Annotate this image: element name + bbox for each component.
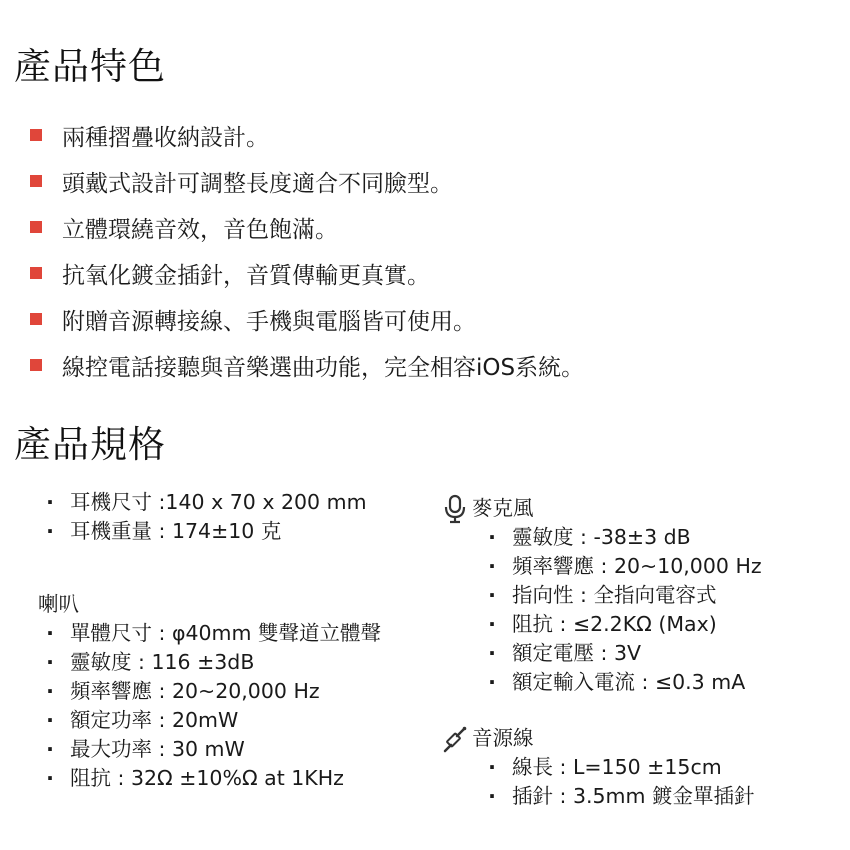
feature-text: 頭戴式設計可調整長度適合不同臉型。 [62,170,453,197]
spec-row [480,753,755,782]
audio-cable-items [442,753,755,811]
feature-text: 附贈音源轉接線、手機與電腦皆可使用。 [62,308,476,335]
speaker-heading: 喇叭 [38,592,79,616]
feature-text: 線控電話接聽與音樂選曲功能，完全相容iOS系統。 [62,354,585,381]
spec-text: 靈敏度 : -38±3 dB [512,525,691,549]
dot-bullet: · [46,519,54,543]
spec-row [38,706,381,735]
feature-text: 兩種摺疊收納設計。 [62,124,269,151]
spec-text: 指向性 : 全指向電容式 [512,583,717,607]
microphone-heading: 麥克風 [472,496,534,520]
dot-bullet: · [488,670,496,694]
dot-bullet: · [46,679,54,703]
dot-bullet: · [488,583,496,607]
feature-item [30,342,584,388]
features-list [30,112,584,388]
square-bullet-icon [30,129,42,141]
dot-bullet: · [46,621,54,645]
spec-text: 額定電壓 : 3V [512,641,642,665]
spec-row [38,677,381,706]
feature-item [30,158,584,204]
audio-jack-icon [442,724,468,754]
features-title: 產品特色 [14,45,166,88]
spec-row [38,517,381,546]
spec-text: 頻率響應 : 20~20,000 Hz [70,679,320,703]
spec-row [38,648,381,677]
microphone-specs [442,494,762,697]
square-bullet-icon [30,313,42,325]
spec-row [38,735,381,764]
spec-text: 單體尺寸 : φ40mm 雙聲道立體聲 [70,621,382,645]
spec-text: 頻率響應 : 20~10,000 Hz [512,554,762,578]
spec-text: 阻抗 : 32Ω ±10%Ω at 1KHz [70,766,344,790]
spec-row [38,619,381,648]
microphone-items [442,523,762,697]
feature-text: 立體環繞音效，音色飽滿。 [62,216,338,243]
dot-bullet: · [46,737,54,761]
square-bullet-icon [30,175,42,187]
microphone-heading-row [442,494,762,523]
square-bullet-icon [30,267,42,279]
square-bullet-icon [30,359,42,371]
spec-text: 插針 : 3.5mm 鍍金單插針 [512,784,755,808]
specs-title: 產品規格 [14,423,166,466]
dot-bullet: · [46,490,54,514]
spec-row [38,764,381,793]
feature-item [30,204,584,250]
spec-row [480,639,762,668]
headphone-specs [38,488,381,793]
spec-row [480,668,762,697]
spec-text: 額定輸入電流 : ≤0.3 mA [512,670,746,694]
dot-bullet: · [46,708,54,732]
spec-row [480,782,755,811]
dot-bullet: · [46,766,54,790]
square-bullet-icon [30,221,42,233]
spec-row [38,488,381,517]
feature-item [30,296,584,342]
spec-row [480,610,762,639]
dot-bullet: · [488,784,496,808]
audio-cable-heading-row [442,724,755,753]
spec-text: 線長 : L=150 ±15cm [512,755,722,779]
feature-text: 抗氧化鍍金插針，音質傳輸更真實。 [62,262,430,289]
spec-row [480,581,762,610]
audio-cable-heading: 音源線 [472,726,534,750]
spec-row [480,523,762,552]
spec-text: 耳機尺寸 :140 x 70 x 200 mm [70,490,367,514]
spec-text: 靈敏度 : 116 ±3dB [70,650,255,674]
audio-cable-specs [442,724,755,811]
dot-bullet: · [488,612,496,636]
dot-bullet: · [488,755,496,779]
spec-text: 最大功率 : 30 mW [70,737,245,761]
dot-bullet: · [46,650,54,674]
spec-text: 額定功率 : 20mW [70,708,239,732]
feature-item [30,250,584,296]
spec-text: 阻抗 : ≤2.2KΩ (Max) [512,612,717,636]
feature-item [30,112,584,158]
dot-bullet: · [488,554,496,578]
spec-text: 耳機重量 : 174±10 克 [70,519,282,543]
spec-row [480,552,762,581]
dot-bullet: · [488,641,496,665]
dot-bullet: · [488,525,496,549]
microphone-icon [442,494,468,524]
